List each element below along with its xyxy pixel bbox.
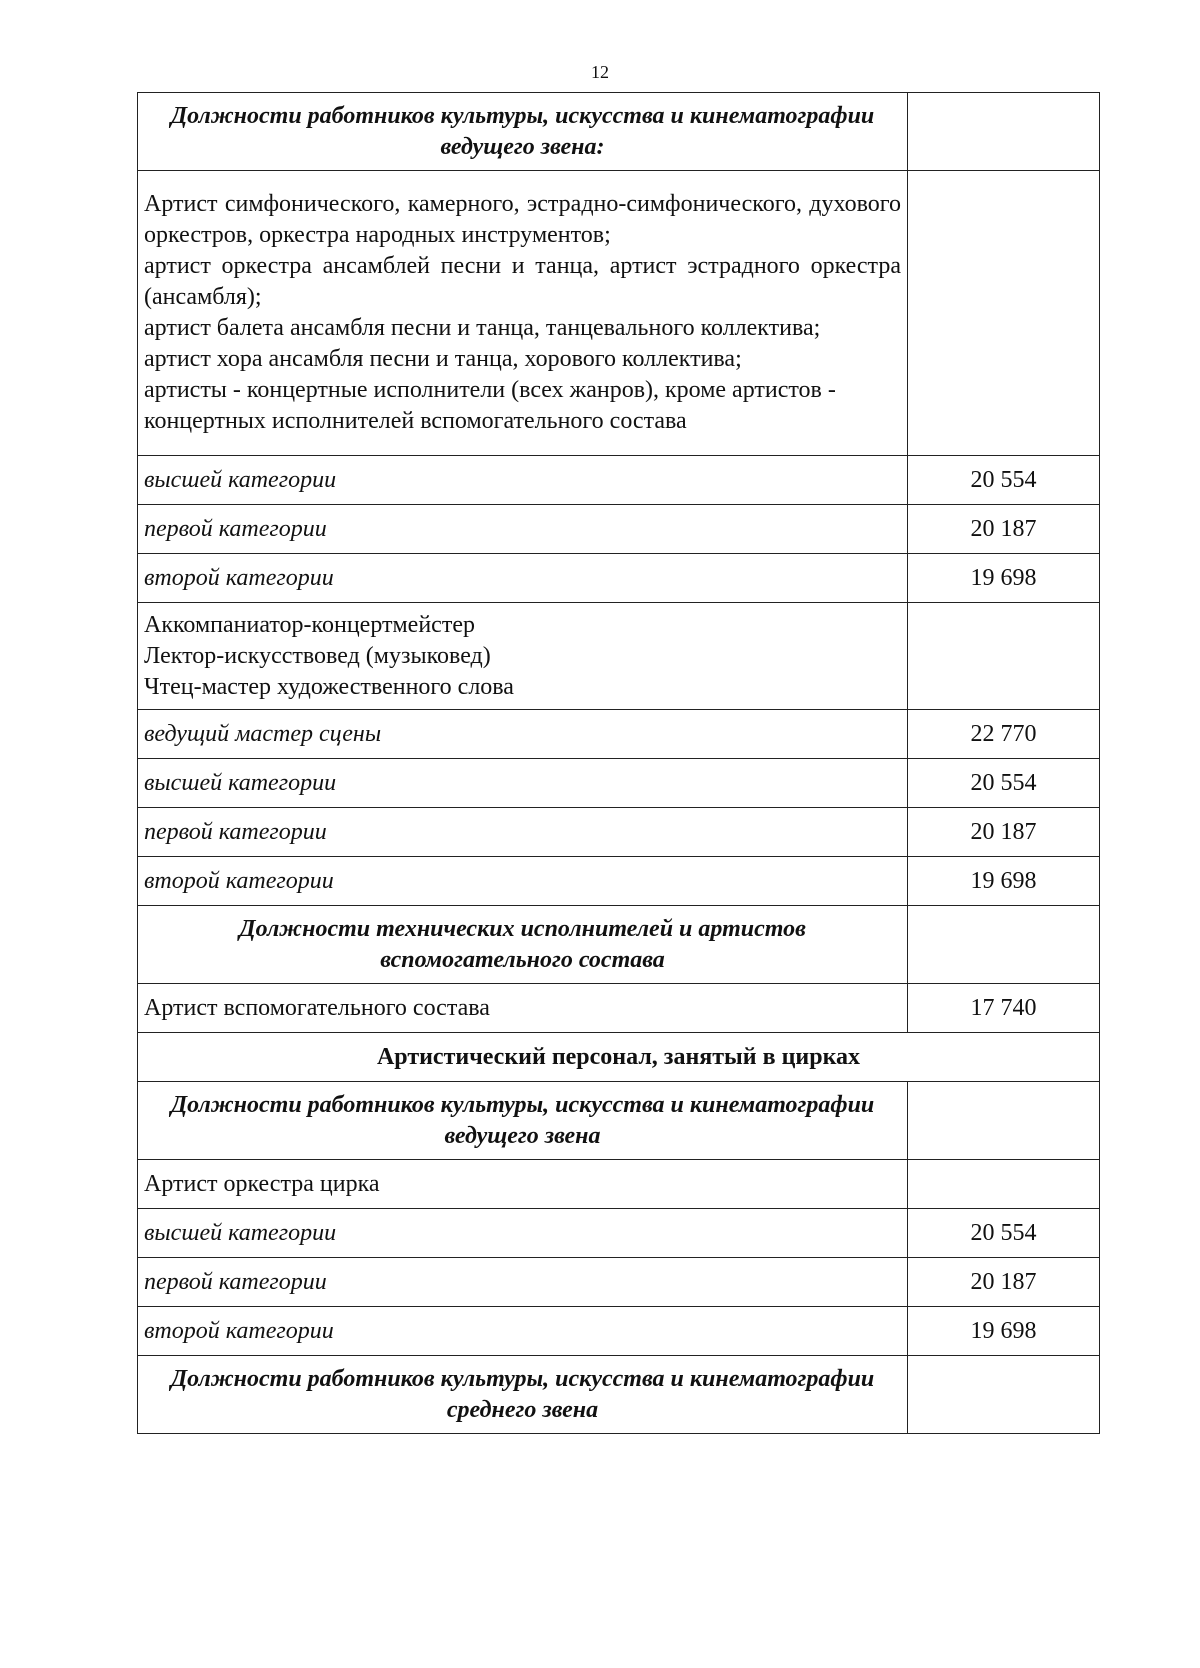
table-row (138, 456, 1100, 505)
position-line: Артист симфонического, камерного, эстрадно-симфонического, духового оркестров, оркестра народных инструментов; (144, 191, 901, 248)
table-row (138, 1209, 1100, 1258)
category-cell: высшей категории (138, 456, 908, 505)
category-cell: ведущий мастер сцены (138, 710, 908, 759)
group-header-cell: Должности работников культуры, искусства и кинематографии ведущего звена (138, 1082, 908, 1160)
category-cell: первой категории (138, 505, 908, 554)
position-line: Лектор-искусствовед (музыковед) (144, 642, 491, 669)
table-row (138, 171, 1100, 456)
position-cell: Артист оркестра цирка (138, 1160, 908, 1209)
table-row (138, 505, 1100, 554)
value-cell (908, 171, 1100, 456)
category-cell: второй категории (138, 857, 908, 906)
category-cell: второй категории (138, 554, 908, 603)
value-cell: 20 187 (908, 1258, 1100, 1307)
table-row (138, 857, 1100, 906)
position-line: артист оркестра ансамблей песни и танца, артист эстрадного оркестра (ансамбля); (144, 253, 901, 310)
value-cell: 17 740 (908, 984, 1100, 1033)
value-cell: 20 187 (908, 505, 1100, 554)
position-line: Чтец-мастер художественного слова (144, 673, 514, 700)
position-line: артист хора ансамбля песни и танца, хорового коллектива; (144, 346, 742, 372)
category-cell: первой категории (138, 808, 908, 857)
position-list-cell (138, 603, 908, 710)
value-cell: 20 187 (908, 808, 1100, 857)
value-cell (908, 93, 1100, 171)
position-cell: Артист вспомогательного состава (138, 984, 908, 1033)
value-cell: 22 770 (908, 710, 1100, 759)
value-cell: 19 698 (908, 1307, 1100, 1356)
value-cell: 20 554 (908, 759, 1100, 808)
table-row (138, 759, 1100, 808)
group-header-cell: Должности технических исполнителей и артистов вспомогательного состава (138, 906, 908, 984)
value-cell: 19 698 (908, 857, 1100, 906)
table-row (138, 603, 1100, 710)
table-row (138, 1307, 1100, 1356)
value-cell (908, 1160, 1100, 1209)
table-row (138, 1356, 1100, 1434)
page-number: 12 (591, 62, 609, 82)
position-list-cell (138, 171, 908, 456)
value-cell (908, 603, 1100, 710)
position-line: Аккомпаниатор-концертмейстер (144, 611, 475, 638)
category-cell: высшей категории (138, 759, 908, 808)
value-cell: 19 698 (908, 554, 1100, 603)
value-cell: 20 554 (908, 1209, 1100, 1258)
table-row (138, 1033, 1100, 1082)
table-row (138, 1082, 1100, 1160)
table-row (138, 710, 1100, 759)
table-row (138, 93, 1100, 171)
section-title-cell: Артистический персонал, занятый в цирках (138, 1033, 1100, 1082)
value-cell (908, 1082, 1100, 1160)
table-row (138, 808, 1100, 857)
group-header-cell: Должности работников культуры, искусства и кинематографии ведущего звена: (138, 93, 908, 171)
table-row (138, 1258, 1100, 1307)
salary-table (137, 92, 1100, 1434)
value-cell (908, 1356, 1100, 1434)
table-row (138, 984, 1100, 1033)
table-row (138, 906, 1100, 984)
position-line: артисты - концертные исполнители (всех жанров), кроме артистов - концертных исполнителей вспомогательного состава (144, 377, 836, 434)
value-cell: 20 554 (908, 456, 1100, 505)
category-cell: высшей категории (138, 1209, 908, 1258)
category-cell: первой категории (138, 1258, 908, 1307)
table-row (138, 554, 1100, 603)
table-row (138, 1160, 1100, 1209)
value-cell (908, 906, 1100, 984)
category-cell: второй категории (138, 1307, 908, 1356)
group-header-cell: Должности работников культуры, искусства и кинематографии среднего звена (138, 1356, 908, 1434)
position-line: артист балета ансамбля песни и танца, танцевального коллектива; (144, 315, 821, 341)
